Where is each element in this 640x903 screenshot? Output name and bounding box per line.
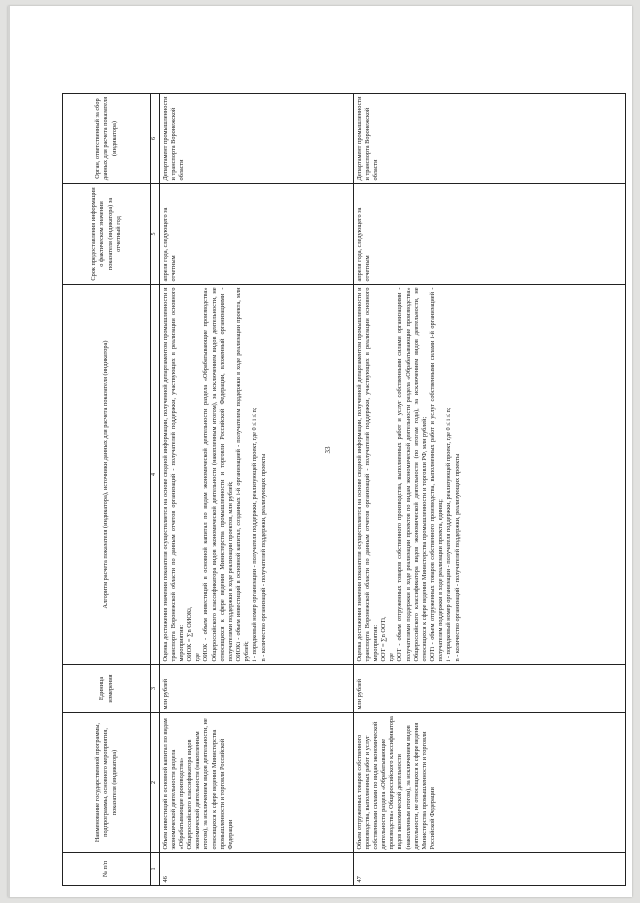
- algorithm-paragraph: ООТ - объем отгруженных товаров собственного производства, выполненных работ и услуг собственными силами организациями - получателями поддержки в ходе реализации проектов по видам экономической деятельности раздела «Обрабатывающие производства» Общероссийского классификатора видов экономической деятельности (по итогам года), за исключением видов деятельности, не относящихся к сфере ведения Министерства промышленности и торговли РФ, млн рублей;: [396, 287, 428, 662]
- header-number: № п/п: [63, 853, 151, 886]
- table-header-row: [63, 94, 151, 886]
- indicator-unit: млн рублей: [160, 665, 354, 713]
- column-number-row: [151, 94, 160, 886]
- algorithm-paragraph: i - порядковый номер организации - получателя поддержки, реализующей проект, где 0 ≤ i ≤ n;: [445, 407, 453, 662]
- algorithm-paragraph: где: [194, 653, 202, 662]
- algorithm-paragraph: ОИОКi - объем инвестиций в основной капитал, созданных i-й организацией - получателем поддержки в ходе реализации проекта, млн рублей;: [235, 287, 251, 662]
- formula: ОИОК = ∑n ОИОКi,: [186, 606, 194, 662]
- reporting-deadline: апреля года, следующего за отчетным: [160, 184, 354, 285]
- algorithm-paragraph: Оценка достижения значения показателя осуществляется на основе сводной информации, полученной департаментом промышленности и транспорта Воронежской области по данным отчетов организаций - получателей поддержки, участвующих в реализации основного мероприятия:: [355, 287, 379, 662]
- indicator-table: [62, 93, 626, 886]
- table-row: [354, 94, 626, 886]
- header-algorithm: Алгоритм расчета показателя (индикатора), источники данных для расчета показателя (индикатора): [63, 285, 151, 665]
- page-number: 33: [324, 446, 332, 454]
- rotated-table-container: [62, 94, 632, 886]
- column-number: 2: [151, 713, 160, 853]
- document-page: [8, 6, 632, 897]
- scan-edge: [8, 6, 10, 897]
- formula: ООТ = ∑n ООТi,: [380, 616, 388, 662]
- algorithm-paragraph: где: [388, 653, 396, 662]
- row-number: 47: [354, 853, 626, 886]
- column-number: 1: [151, 853, 160, 886]
- column-number: 3: [151, 665, 160, 713]
- algorithm-paragraph: ООТi - объем отгруженных товаров собственного производства, выполненных работ и услуг собственными силами i-й организацией - получателем поддержки в ходе реализации проекта, единиц;: [429, 287, 445, 662]
- column-number: 6: [151, 94, 160, 184]
- header-deadline: Срок предоставления информации о фактическом значении показателя (индикатора) за отчетный год: [63, 184, 151, 285]
- responsible-body: Департамент промышленности и транспорта Воронежской области: [160, 94, 354, 184]
- calculation-algorithm: [354, 285, 626, 665]
- indicator-name: Объем отгруженных товаров собственного производства, выполненных работ и услуг собственными силами по видам экономической деятельности раздела «Обрабатывающие производства» Общероссийского классификатора видов экономической деятельности (накопленным итогом), за исключением видов деятельности, не относящихся к сфере ведения Министерства промышленности и торговли Российской Федерации: [354, 713, 626, 853]
- indicator-unit: млн рублей: [354, 665, 626, 713]
- header-name: Наименование государственной программы, подпрограммы, основного мероприятия, показателя (индикатора): [63, 713, 151, 853]
- indicator-name: Объем инвестиций в основной капитал по видам экономической деятельности раздела «Обрабатывающие производства» Общероссийского классификатора видов экономической деятельности (накопленным итогом), за исключением видов деятельности, не относящихся к сфере ведения Министерства промышленности и торговли Российской Федерации: [160, 713, 354, 853]
- table-row: [160, 94, 354, 886]
- column-number: 5: [151, 184, 160, 285]
- responsible-body: Департамент промышленности и транспорта Воронежской области: [354, 94, 626, 184]
- header-unit: Единица измерения: [63, 665, 151, 713]
- algorithm-paragraph: i - порядковый номер организации - получателя поддержки, реализующей проект, где 0 ≤ i ≤ n;: [251, 407, 259, 662]
- calculation-algorithm: [160, 285, 354, 665]
- header-responsible: Орган, ответственный за сбор данных для расчета показателя (индикатора): [63, 94, 151, 184]
- column-number: 4: [151, 285, 160, 665]
- algorithm-paragraph: n - количество организаций - получателей поддержки, реализующих проекты: [453, 453, 461, 662]
- algorithm-paragraph: Оценка достижения значения показателя осуществляется на основе сводной информации, полученной департаментом промышленности и транспорта Воронежской области по данным отчетов организаций - получателей поддержки, участвующих в реализации основного мероприятия:: [161, 287, 185, 662]
- algorithm-paragraph: ОИОК - объем инвестиций в основной капитал по видам экономической деятельности раздела «Обрабатывающие производства» Общероссийского классификатора видов экономической деятельности (накопленным итогом), за исключением видов деятельности, не относящихся к сфере ведения Министерства промышленности и торговли Российской Федерации, вложенный организациями - получателями поддержки в ходе реализации проектов, млн рублей;: [202, 287, 234, 662]
- algorithm-paragraph: n - количество организаций - получателей поддержки, реализующих проекты: [259, 453, 267, 662]
- row-number: 46: [160, 853, 354, 886]
- reporting-deadline: апреля года, следующего за отчетным: [354, 184, 626, 285]
